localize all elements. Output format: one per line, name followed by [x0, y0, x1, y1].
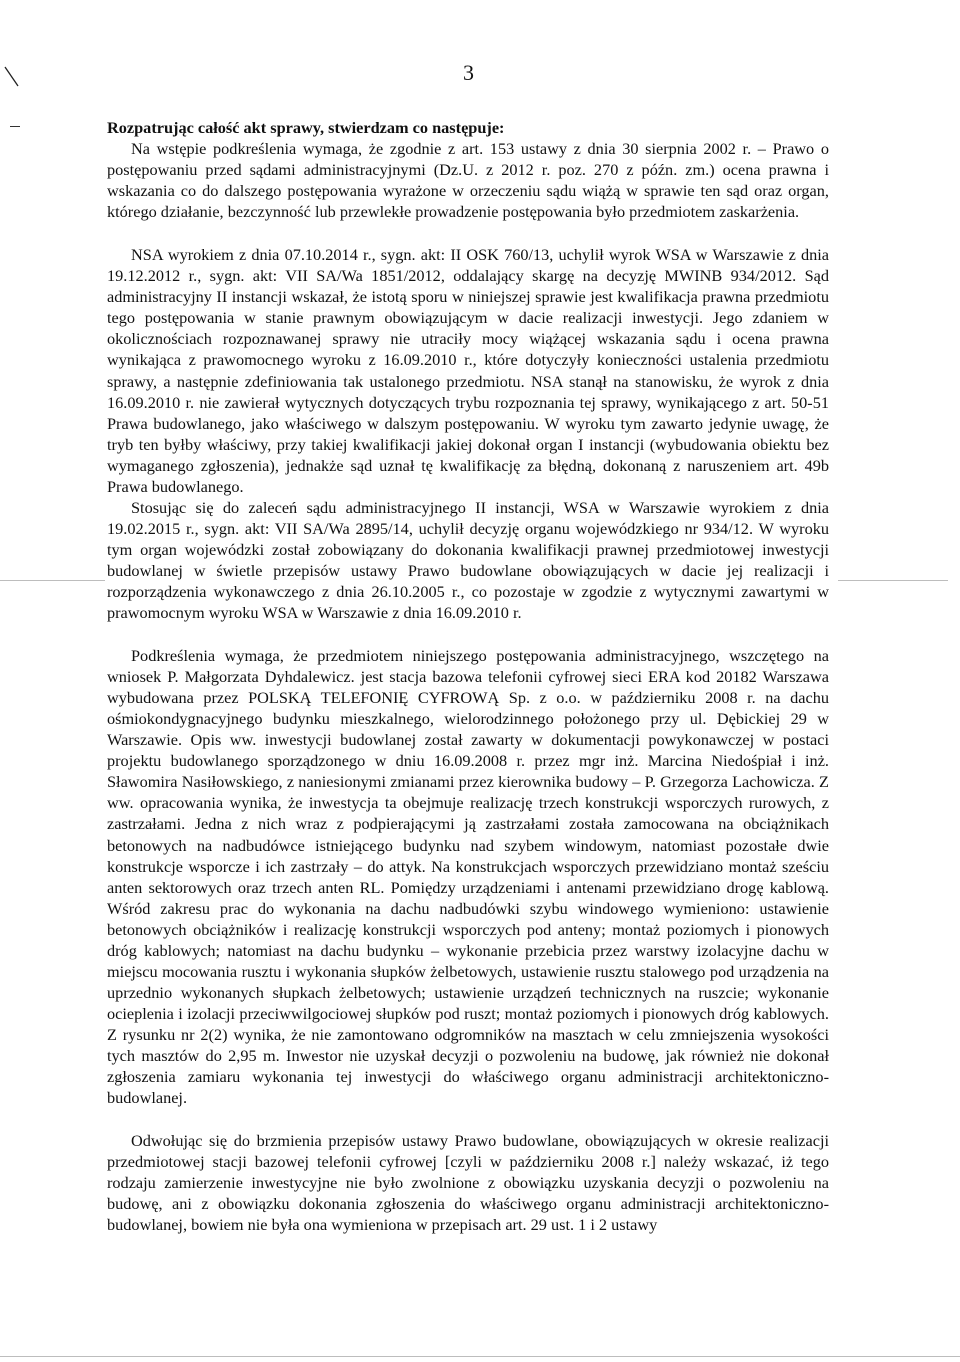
scan-artifact-line: [838, 580, 948, 581]
scan-corner-mark: [4, 66, 20, 88]
scan-bottom-edge: [0, 1356, 960, 1357]
paragraph-legal-basis: Na wstępie podkreślenia wymaga, że zgodnie z art. 153 ustawy z dnia 30 sierpnia 2002 r. – Prawo o postępowaniu przed sądami administracyjnymi (Dz.U. z 2012 r. poz. 270 z późn. zm.) ocena prawna i wskazania co do dalszego postępowania wyrażone w orzeczeniu sądu wiążą w sprawie ten sąd oraz organ, którego działanie, bezczynność lub przewlekłe prowadzenie postępowania było przedmiotem zaskarżenia.: [107, 139, 829, 222]
page-number: 3: [463, 60, 474, 85]
paragraph-nsa-judgment: NSA wyrokiem z dnia 07.10.2014 r., sygn. akt: II OSK 760/13, uchylił wyrok WSA w Warszawie z dnia 19.12.2012 r., sygn. akt: VII SA/Wa 1851/2012, oddalający skargę na decyzję MWINB 934/2012. Sąd administracyjny II instancji wskazał, że istotą sporu w niniejszej sprawie jest kwalifikacja prawna przedmiotu tego postępowania w stanie prawnym obowiązującym w dacie realizacji inwestycji. Jego zdaniem w okolicznościach rozpoznawanej sprawy nie utraciły mocy wiążącej wskazania sądu i ocena prawna wynikająca z prawomocnego wyroku z 16.09.2010 r., które dotyczyły konieczności ustalenia przedmiotu sprawy, a następnie zdefiniowania tak ustalonego przedmiotu. NSA stanął na stanowisku, że wyrok z dnia 16.09.2010 r. nie zawierał wytycznych dotyczących trybu rozpoznania tej sprawy, wynikającego z art. 50-51 Prawa budowlanego, jako właściwego w dalszym postępowaniu. W wyroku tym zawarto jedynie uwagę, że tryb ten byłby właściwy, przy takiej kwalifikacji jakiej dokonał organ I instancji (wybudowania obiektu bez wymaganego zgłoszenia), jednakże sąd uznał tę kwalifikację za błędną, dokonaną z naruszeniem art. 49b Prawa budowlanego.: [107, 245, 829, 496]
paragraph-wsa-judgment: Stosując się do zaleceń sądu administracyjnego II instancji, WSA w Warszawie wyrokiem z dnia 19.02.2015 r., sygn. akt: VII SA/Wa 2895/14, uchylił decyzję organu wojewódzkiego nr 934/12. W wyroku tym organ wojewódzki został zobowiązany do dokonania kwalifikacji prawnej przedmiotowej inwestycji budowlanej w świetle przepisów ustawy Prawo budowlane obowiązujących w dacie jej realizacji i rozporządzenia wykonawczego z dnia 26.10.2005 r., co pozostaje w zgodzie z wytycznymi zawartymi w prawomocnym wyroku WSA w Warszawie z dnia 16.09.2010 r.: [107, 497, 829, 623]
paragraph-subject-of-proceedings: Podkreślenia wymaga, że przedmiotem niniejszego postępowania administracyjnego, wszczętego na wniosek P. Małgorzata Dyhdalewicz. jest stacja bazowa telefonii cyfrowej sieci ERA kod 20182 Warszawa wybudowana przez POLSKĄ TELEFONIĘ CYFROWĄ Sp. z o.o. w październiku 2008 r. na dachu ośmiokondygnacyjnego budynku mieszkalnego, wielorodzinnego położonego przy ul. Dębickiej 29 w Warszawie. Opis ww. inwestycji budowlanej został zawarty w dokumentacji powykonawczej w postaci projektu budowlanego sporządzonego w dniu 16.09.2008 r. przez mgr inż. Marcina Niedośpiał i inż. Sławomira Nasiłowskiego, z naniesionymi zmianami przez kierownika budowy – P. Grzegorza Lachowicza. Z ww. opracowania wynika, że inwestycja ta obejmuje realizację trzech konstrukcji wsporczych rurowych, z zastrzałami. Jedna z nich wraz z podpierającymi ją zastrzałami została zamocowana na obciążnikach betonowych na nadbudówce istniejącego budynku nad szybem windowym, natomiast pozostałe dwie konstrukcje wsporcze i ich zastrzały – do attyk. Na konstrukcjach wsporczych przewidziano montaż sześciu anten sektorowych oraz trzech anten RL. Pomiędzy urządzeniami i antenami przewidziano drogę kablową. Wśród zakresu prac do wykonania na dachu nadbudówki szybu windowego wymieniono: ustawienie betonowych obciążników i realizację konstrukcji wsporczych pod anteny; montaż poziomych i pionowych dróg kablowych; natomiast na dachu budynku – wykonanie przebicia przez warstwy izolacyjne dachu w miejscu mocowania rusztu i wykonania słupków żelbetowych, ustawienie rusztu stalowego pod urządzenia na uprzednio wykonanych słupkach żelbetowych; ustawienie urządzeń technicznych na ruszcie; wykonanie ocieplenia i izolacji przeciwwilgociowej słupków pod ruszt; montaż poziomych i pionowych dróg kablowych. Z rysunku nr 2(2) wynika, że nie zamontowano odgromników na masztach w celu zmniejszenia wysokości tych masztów do 2,95 m. Inwestor nie uzyskał decyzji o pozwoleniu na budowę, jak również nie dokonał zgłoszenia zamiaru wykonania tej inwestycji do właściwego organu administracji architektoniczno-budowlanej.: [107, 646, 829, 1108]
scan-dash-mark: [10, 126, 20, 127]
paragraph-building-law: Odwołując się do brzmienia przepisów ustawy Prawo budowlane, obowiązujących w okresie realizacji przedmiotowej stacji bazowej telefonii cyfrowej [czyli w październiku 2008 r.] należy wskazać, iż tego rodzaju zamierzenie inwestycyjne nie było zwolnione z obowiązku uzyskania decyzji o pozwoleniu na budowę, ani z obowiązku dokonania zgłoszenia do właściwego organu administracji architektoniczno-budowlanej, bowiem nie była ona wymieniona w przepisach art. 29 ust. 1 i 2 ustawy: [107, 1131, 829, 1235]
scan-artifact-line: [0, 580, 105, 581]
document-body: [107, 117, 829, 1235]
section-intro: Rozpatrując całość akt sprawy, stwierdzam co następuje:: [107, 118, 505, 137]
